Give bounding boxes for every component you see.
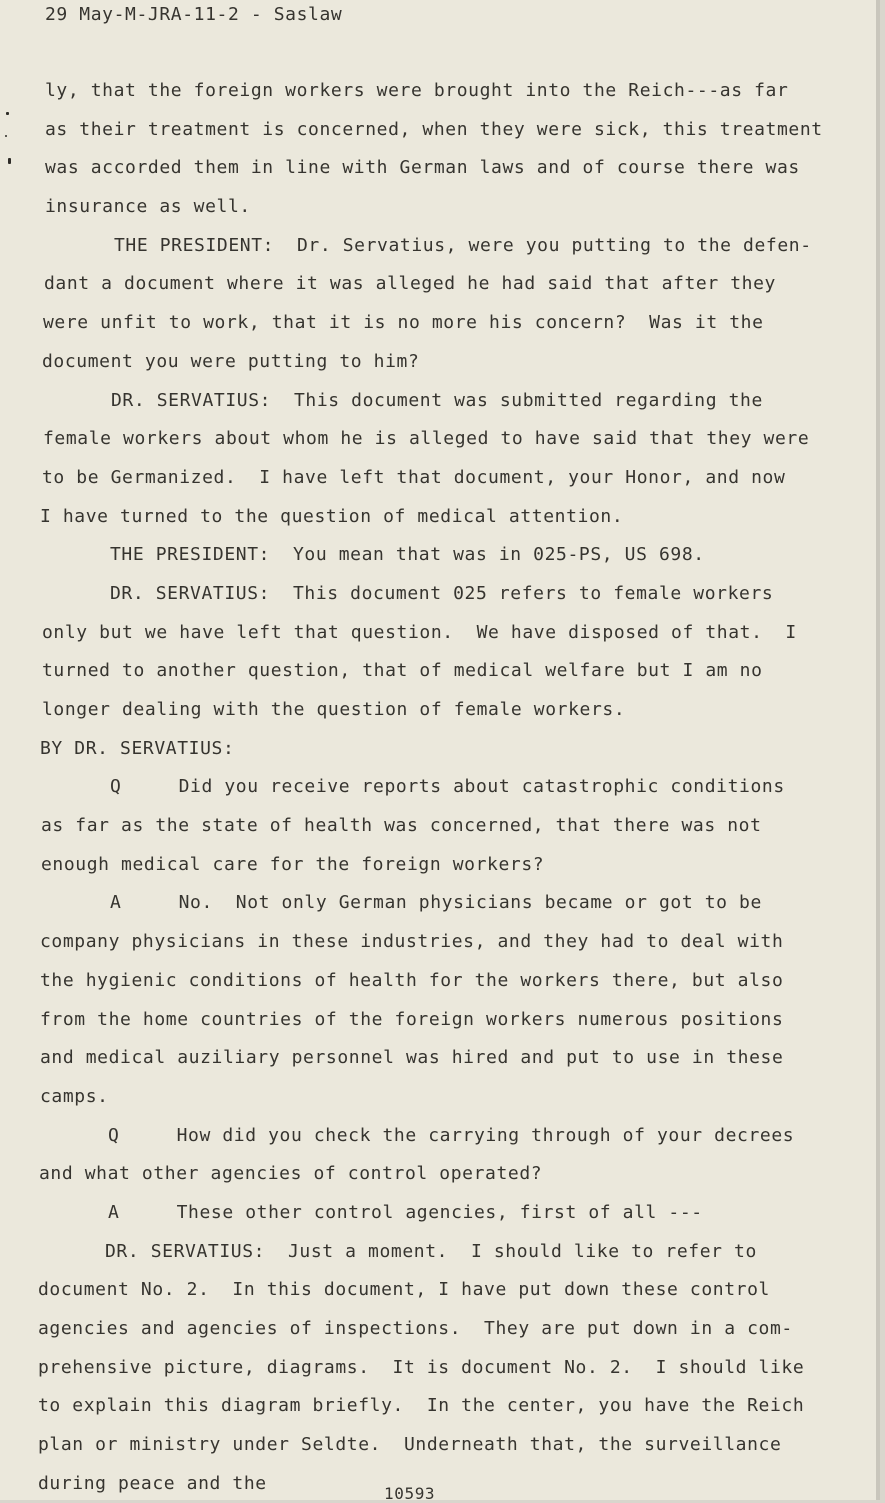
margin-mark: [6, 112, 9, 115]
transcript-line: prehensive picture, diagrams. It is document No. 2. I should like: [38, 1356, 805, 1378]
margin-mark: [5, 135, 7, 137]
transcript-line: enough medical care for the foreign workers?: [41, 853, 545, 875]
transcript-line: A No. Not only German physicians became or got to be: [110, 892, 762, 914]
transcript-line: as far as the state of health was concerned, that there was not: [41, 815, 762, 837]
transcript-line: to explain this diagram briefly. In the center, you have the Reich: [38, 1395, 805, 1417]
transcript-line: document you were putting to him?: [42, 350, 420, 372]
transcript-line: were unfit to work, that it is no more his concern? Was it the: [43, 312, 764, 334]
transcript-line: company physicians in these industries, and they had to deal with: [40, 931, 784, 953]
transcript-line: DR. SERVATIUS: Just a moment. I should like to refer to: [105, 1240, 757, 1262]
transcript-line: ly, that the foreign workers were brought into the Reich---as far: [45, 80, 789, 101]
page-header: 29 May-M-JRA-11-2 - Saslaw: [45, 4, 343, 25]
transcript-line: DR. SERVATIUS: This document was submitted regarding the: [111, 389, 763, 411]
transcript-line: THE PRESIDENT: Dr. Servatius, were you putting to the defen-: [114, 234, 812, 256]
margin-mark: [8, 158, 11, 164]
transcript-line: I have turned to the question of medical attention.: [40, 505, 624, 527]
transcript-line: camps.: [40, 1085, 109, 1107]
transcript-line: dant a document where it was alleged he had said that after they: [44, 273, 776, 295]
transcript-line: and what other agencies of control operated?: [39, 1163, 543, 1185]
transcript-line: from the home countries of the foreign workers numerous positions: [40, 1008, 784, 1030]
transcript-line: plan or ministry under Seldte. Underneath that, the surveillance: [38, 1434, 782, 1456]
page-number: 10593: [384, 1484, 436, 1503]
transcript-line: DR. SERVATIUS: This document 025 refers to female workers: [110, 582, 774, 604]
transcript-line: insurance as well.: [45, 196, 251, 218]
transcript-line: document No. 2. In this document, I have put down these control: [38, 1279, 770, 1301]
transcript-line: Q Did you receive reports about catastrophic conditions: [110, 776, 785, 798]
transcript-line: and medical auziliary personnel was hired and put to use in these: [40, 1047, 784, 1069]
transcript-line: to be Germanized. I have left that document, your Honor, and now: [42, 466, 786, 488]
transcript-line: THE PRESIDENT: You mean that was in 025-PS, US 698.: [110, 544, 705, 566]
transcript-line: A These other control agencies, first of all ---: [108, 1201, 703, 1223]
transcript-line: the hygienic conditions of health for the workers there, but also: [40, 969, 784, 991]
transcript-line: female workers about whom he is alleged to have said that they were: [43, 428, 810, 450]
transcript-line: longer dealing with the question of female workers.: [42, 699, 626, 720]
transcript-line: BY DR. SERVATIUS:: [40, 737, 235, 759]
transcript-line: as their treatment is concerned, when they were sick, this treatment: [45, 118, 823, 140]
transcript-line: during peace and the: [38, 1472, 267, 1494]
transcript-line: was accorded them in line with German laws and of course there was: [45, 157, 800, 179]
transcript-line: turned to another question, that of medical welfare but I am no: [42, 660, 763, 682]
transcript-line: agencies and agencies of inspections. They are put down in a com-: [38, 1318, 793, 1339]
transcript-line: Q How did you check the carrying through of your decrees: [108, 1124, 795, 1146]
transcript-body: [38, 72, 858, 1503]
transcript-line: only but we have left that question. We have disposed of that. I: [42, 621, 797, 643]
